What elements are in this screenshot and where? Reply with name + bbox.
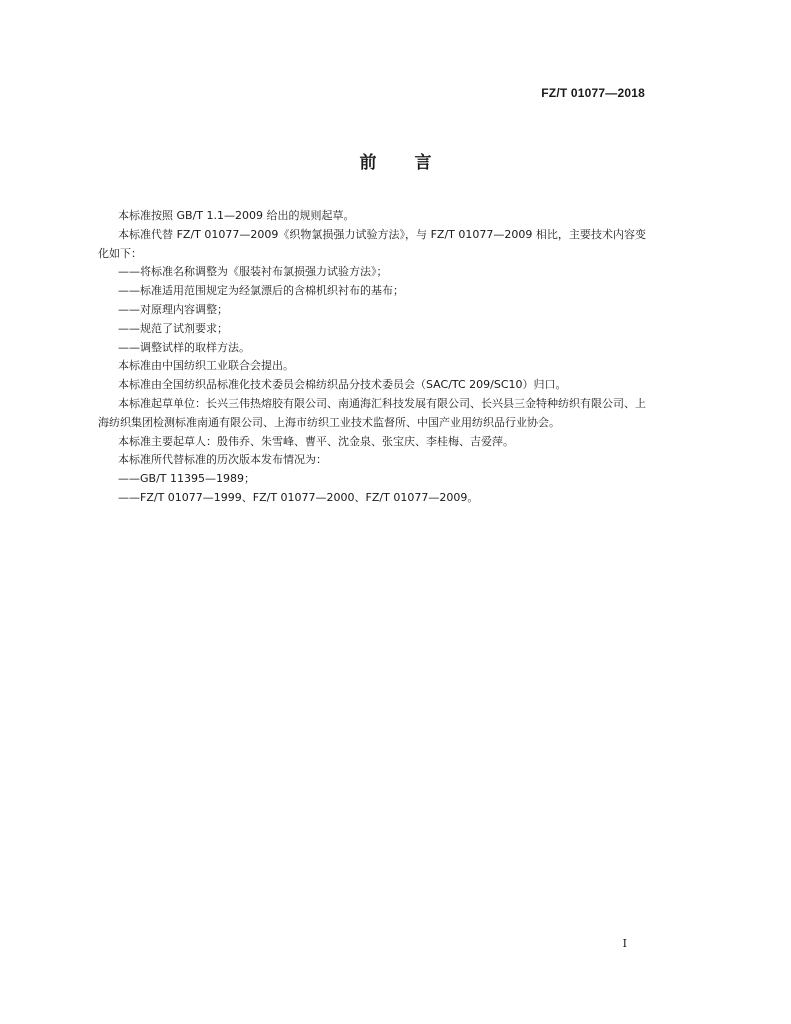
list-item: ——将标准名称调整为《服装衬布氯损强力试验方法》； [118, 265, 388, 279]
list-item: ——调整试样的取样方法。 [118, 340, 250, 354]
list-item: ——FZ/T 01077—1999、FZ/T 01077—2000、FZ/T 01077—2009。 [118, 490, 479, 504]
paragraph-drafting-units: 本标准起草单位：长兴三伟热熔胶有限公司、南通海汇科技发展有限公司、长兴县三金特种纺织有限公司、上海纺织集团检测标准南通有限公司、上海市纺织工业技术监督所、中国产业用纺织品行业协会。 [98, 396, 646, 429]
list-item: ——对原理内容调整； [118, 302, 228, 316]
paragraph-replaces: 本标准代替 FZ/T 01077—2009《织物氯损强力试验方法》，与 FZ/T 01077—2009 相比，主要技术内容变化如下： [98, 227, 646, 260]
paragraph-proposed-by: 本标准由中国纺织工业联合会提出。 [118, 359, 294, 373]
page-number: I [622, 937, 627, 950]
history-list [98, 470, 646, 508]
paragraph-history-intro: 本标准所代替标准的历次版本发布情况为： [118, 453, 327, 467]
paragraph-drafting-rules: 本标准按照 GB/T 1.1—2009 给出的规则起草。 [118, 209, 355, 222]
standard-code: FZ/T 01077—2018 [541, 86, 645, 100]
list-item: ——GB/T 11395—1989； [118, 472, 255, 486]
page-title: 前言 [359, 153, 470, 173]
list-item: ——规范了试剂要求； [118, 321, 228, 335]
foreword-body [98, 207, 646, 508]
paragraph-administered-by: 本标准由全国纺织品标准化技术委员会棉纺织品分技术委员会（SAC/TC 209/SC10）归口。 [118, 378, 567, 392]
paragraph-drafters: 本标准主要起草人：殷伟乔、朱雪峰、曹平、沈金泉、张宝庆、李桂梅、吉爱萍。 [118, 434, 514, 448]
list-item: ——标准适用范围规定为经氯漂后的含棉机织衬布的基布； [118, 284, 404, 298]
changes-list [98, 263, 646, 357]
